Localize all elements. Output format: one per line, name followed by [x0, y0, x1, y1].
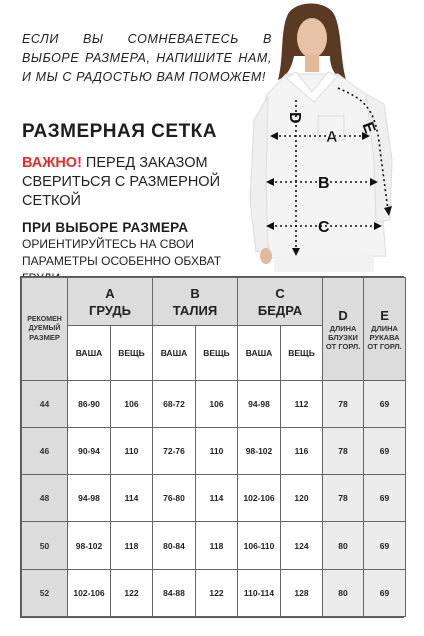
cell-d: 78 [323, 380, 364, 427]
cell-c2: 128 [281, 569, 323, 616]
sub-header-yours: ВАША [68, 326, 111, 380]
cell-a2: 114 [111, 475, 153, 522]
warning-highlight: ВАЖНО! [22, 155, 82, 171]
col-header-e [364, 278, 406, 381]
cell-e: 69 [364, 569, 406, 616]
measure-label-c: C [318, 219, 330, 236]
cell-a1: 86-90 [68, 380, 111, 427]
col-name-d: ДЛИНА БЛУЗКИ ОТ ГОРЛ. [325, 323, 361, 351]
size-cell: 44 [22, 380, 68, 427]
cell-c2: 120 [281, 475, 323, 522]
warning-body: ПЕРЕД ЗАКАЗОМ СВЕРИТЬСЯ С РАЗМЕРНОЙ СЕТКОЙ [22, 155, 220, 209]
cell-b2: 114 [196, 475, 238, 522]
cell-b2: 106 [196, 380, 238, 427]
cell-c2: 116 [281, 427, 323, 474]
cell-d: 78 [323, 427, 364, 474]
col-letter-e: E [380, 307, 389, 323]
size-cell: 50 [22, 522, 68, 569]
sub-header-yours: ВАША [153, 326, 196, 380]
measure-label-e: E [358, 119, 379, 136]
col-header-d [323, 278, 364, 381]
cell-a1: 94-98 [68, 475, 111, 522]
cell-b1: 68-72 [153, 380, 196, 427]
size-cell: 52 [22, 569, 68, 616]
col-name-e: ДЛИНА РУКАВА ОТ ГОРЛ. [367, 323, 402, 351]
size-header-small: РЕКОМЕН ДУЕМЫЙ [27, 315, 62, 332]
intro-text: ЕСЛИ ВЫ СОМНЕВАЕТЕСЬ В ВЫБОРЕ РАЗМЕРА, НАПИШИТЕ НАМ, И МЫ С РАДОСТЬЮ ВАМ ПОМОЖЕМ! [22, 32, 272, 84]
cell-c2: 124 [281, 522, 323, 569]
model-sleeve-left [250, 96, 268, 252]
size-header-bold: РАЗМЕР [29, 332, 60, 342]
size-cell: 48 [22, 475, 68, 522]
cell-e: 69 [364, 475, 406, 522]
cell-c1: 106-110 [238, 522, 281, 569]
cell-c2: 112 [281, 380, 323, 427]
model-pants [274, 256, 374, 272]
warning-text [22, 154, 252, 211]
cell-c1: 110-114 [238, 569, 281, 616]
model-figure [230, 0, 424, 272]
group-name-a: ГРУДЬ [89, 302, 131, 318]
table-row [22, 380, 406, 427]
sub-header-item: ВЕЩЬ [281, 326, 323, 380]
cell-c1: 102-106 [238, 475, 281, 522]
cell-e: 69 [364, 380, 406, 427]
group-letter-c: C [275, 285, 285, 301]
cell-a2: 122 [111, 569, 153, 616]
cell-b1: 80-84 [153, 522, 196, 569]
cell-d: 78 [323, 475, 364, 522]
cell-a2: 110 [111, 427, 153, 474]
cell-c1: 98-102 [238, 427, 281, 474]
cell-b1: 72-76 [153, 427, 196, 474]
size-table [20, 276, 404, 618]
group-header-a [68, 278, 153, 326]
model-hand [260, 248, 272, 264]
cell-a1: 102-106 [68, 569, 111, 616]
size-column-header [22, 278, 68, 381]
pick-text: ОРИЕНТИРУЙТЕСЬ НА СВОИ ПАРАМЕТРЫ ОСОБЕННО ОБХВАТ [22, 237, 222, 268]
cell-b2: 110 [196, 427, 238, 474]
measure-label-a: A [326, 129, 338, 146]
measure-label-b: B [318, 175, 330, 192]
cell-d: 80 [323, 522, 364, 569]
cell-e: 69 [364, 427, 406, 474]
cell-c1: 94-98 [238, 380, 281, 427]
group-header-b [153, 278, 238, 326]
cell-a2: 106 [111, 380, 153, 427]
measure-label-d: D [286, 112, 303, 124]
sub-header-yours: ВАША [238, 326, 281, 380]
cell-b1: 76-80 [153, 475, 196, 522]
group-header-c [238, 278, 323, 326]
model-face [297, 18, 327, 58]
cell-b1: 84-88 [153, 569, 196, 616]
group-name-c: БЕДРА [257, 302, 303, 318]
cell-b2: 122 [196, 569, 238, 616]
group-name-b: ТАЛИЯ [172, 302, 218, 318]
table-row [22, 569, 406, 616]
sub-header-item: ВЕЩЬ [196, 326, 238, 380]
model-neck [305, 54, 319, 72]
cell-d: 80 [323, 569, 364, 616]
cell-e: 69 [364, 522, 406, 569]
col-letter-d: D [338, 307, 348, 323]
group-letter-a: A [105, 285, 115, 301]
page-title: РАЗМЕРНАЯ СЕТКА [22, 121, 217, 142]
cell-b2: 118 [196, 522, 238, 569]
sub-header-item: ВЕЩЬ [111, 326, 153, 380]
cell-a2: 118 [111, 522, 153, 569]
pick-title: ПРИ ВЫБОРЕ РАЗМЕРА [22, 220, 189, 235]
size-cell: 46 [22, 427, 68, 474]
table-row [22, 475, 406, 522]
cell-a1: 98-102 [68, 522, 111, 569]
group-letter-b: B [190, 285, 200, 301]
table-row [22, 427, 406, 474]
table-row [22, 522, 406, 569]
cell-a1: 90-94 [68, 427, 111, 474]
